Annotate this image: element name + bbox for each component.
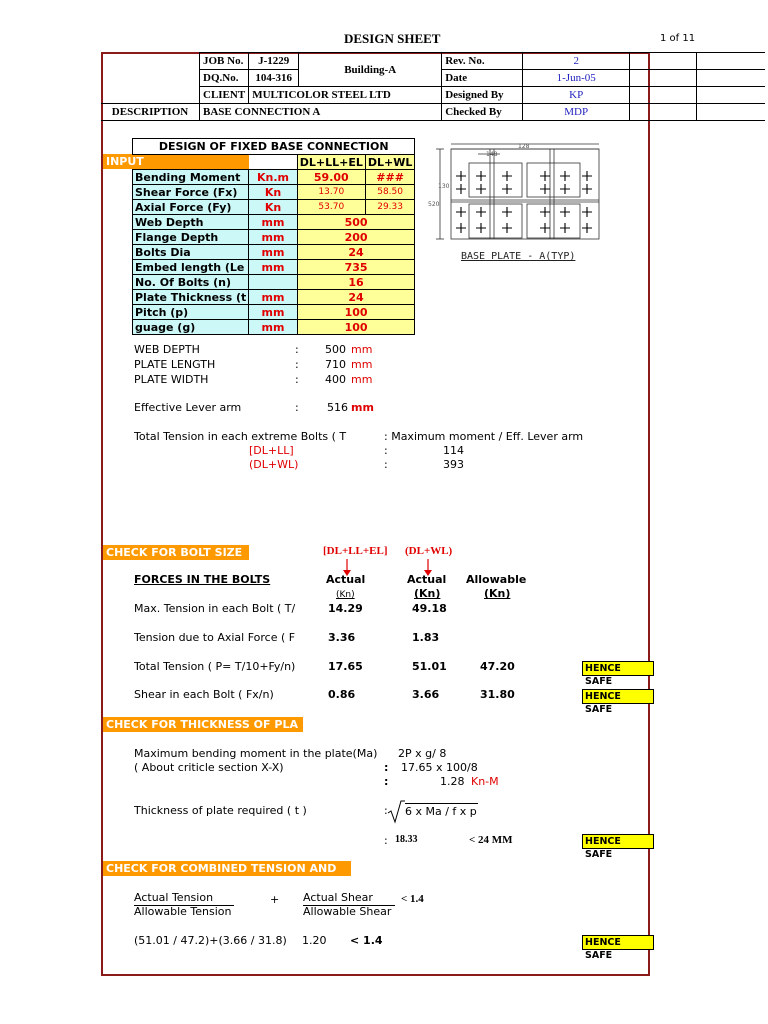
combined-num2: Actual Shear [303, 891, 373, 904]
bolt-allowable: 31.80 [480, 688, 515, 701]
combined-den1: Allowable Tension [134, 905, 232, 918]
bolt-actual-case1: 17.65 [328, 660, 363, 673]
input-value[interactable]: 200 [297, 230, 415, 245]
bolt-row-label: Max. Tension in each Bolt ( T/ [134, 602, 296, 615]
drawing-caption: BASE PLATE - A(TYP) [461, 251, 576, 262]
plate-mmt-label: Maximum bending moment in the plate(Ma) [134, 747, 378, 760]
input-param-unit: mm [249, 215, 298, 230]
dim-label: WEB DEPTH [134, 343, 200, 356]
date-value: 1-Jun-05 [523, 70, 630, 87]
input-param-unit: mm [249, 230, 298, 245]
bolt-actual-case1: 0.86 [328, 688, 356, 701]
dim-inner: 148 [486, 151, 498, 158]
input-value-case1[interactable]: 13.70 [297, 185, 365, 200]
forces-heading: FORCES IN THE BOLTS [134, 573, 271, 586]
bolt-allowable: 47.20 [480, 660, 515, 673]
input-value[interactable]: 100 [297, 305, 415, 320]
input-row [133, 260, 415, 275]
description-value: BASE CONNECTION A [200, 104, 442, 121]
dim-value: 400 [325, 373, 346, 386]
plate-check-bar: CHECK FOR THICKNESS OF PLA [103, 717, 303, 732]
header-blank [101, 53, 200, 104]
input-row [133, 170, 415, 185]
input-row [133, 245, 415, 260]
combined-plus: + [270, 893, 280, 906]
input-row [133, 230, 415, 245]
tension-case2-value: 393 [443, 458, 464, 471]
input-param-unit: mm [249, 290, 298, 305]
plate-result: 1.28 [440, 775, 465, 788]
bolt-status-badge: HENCE SAFE [582, 689, 654, 704]
combined-limit: < 1.4 [401, 893, 424, 905]
input-param-name: guage (g) [133, 320, 249, 335]
input-param-unit: Kn [249, 200, 298, 215]
input-row [133, 320, 415, 335]
input-param-name: No. Of Bolts (n) [133, 275, 249, 290]
combined-status-badge: HENCE SAFE [582, 935, 654, 950]
bolt-case1: [DL+LL+EL] [323, 545, 388, 557]
page-number: 1 of 11 [660, 33, 696, 44]
input-param-name: Bolts Dia [133, 245, 249, 260]
lever-label: Effective Lever arm [134, 401, 242, 414]
dim-unit: mm [351, 373, 373, 386]
actual-col2: Actual [407, 573, 447, 586]
input-value[interactable]: 500 [297, 215, 415, 230]
dq-value: 104-316 [249, 70, 299, 87]
combined-calc-value: 1.20 [302, 934, 327, 947]
checked-label: Checked By [442, 104, 523, 121]
plate-colon4: : [384, 834, 388, 847]
sqrt-icon [387, 800, 405, 824]
input-value[interactable]: 100 [297, 320, 415, 335]
bolt-status-badge: HENCE SAFE [582, 661, 654, 676]
input-param-unit: mm [249, 260, 298, 275]
tension-label: Total Tension in each extreme Bolts ( T [134, 430, 347, 443]
input-param-name: Web Depth [133, 215, 249, 230]
input-param-name: Pitch (p) [133, 305, 249, 320]
rev-label: Rev. No. [442, 53, 523, 70]
bolt-row-label: Total Tension ( P= T/10+Fy/n) [134, 660, 296, 673]
input-param-name: Embed length (Le [133, 260, 249, 275]
bolt-actual-case2: 49.18 [412, 602, 447, 615]
input-value-case2[interactable]: 29.33 [365, 200, 415, 215]
base-plate-drawing [428, 142, 602, 264]
input-param-unit: mm [249, 305, 298, 320]
input-value[interactable]: 24 [297, 290, 415, 305]
plate-colon1: : [384, 761, 389, 774]
bolt-case2: (DL+WL) [405, 545, 453, 557]
plate-thick-compare: < 24 MM [469, 834, 513, 846]
input-param-unit: mm [249, 320, 298, 335]
input-row [133, 305, 415, 320]
dim-label: PLATE LENGTH [134, 358, 216, 371]
designed-label: Designed By [442, 87, 523, 104]
input-param-name: Plate Thickness (t [133, 290, 249, 305]
input-param-unit: Kn.m [249, 170, 298, 185]
input-row [133, 290, 415, 305]
tension-colon2: : [384, 458, 388, 471]
lever-unit: mm [351, 401, 374, 414]
input-param-unit [249, 275, 298, 290]
input-value[interactable]: 24 [297, 245, 415, 260]
input-value-case2[interactable]: 58.50 [365, 185, 415, 200]
allowable-col: Allowable [466, 573, 527, 586]
plate-status-badge: HENCE SAFE [582, 834, 654, 849]
tension-formula: : Maximum moment / Eff. Lever arm [384, 430, 584, 443]
bolt-actual-case2: 51.01 [412, 660, 447, 673]
input-row [133, 215, 415, 230]
lever-value: 516 [327, 401, 348, 414]
rev-value: 2 [523, 53, 630, 70]
dim-value: 500 [325, 343, 346, 356]
dim-value: 710 [325, 358, 346, 371]
input-bar: INPUT [103, 154, 249, 169]
input-param-name: Flange Depth [133, 230, 249, 245]
combined-num1: Actual Tension [134, 891, 214, 904]
dim-left2: 520 [428, 201, 440, 208]
input-value[interactable]: 16 [297, 275, 415, 290]
dim-left1: 130 [438, 183, 450, 190]
col-dl-wl: DL+WL [365, 155, 415, 170]
bolt-check-bar: CHECK FOR BOLT SIZE [103, 545, 249, 560]
building: Building-A [299, 53, 442, 87]
bolt-row-label: Tension due to Axial Force ( F [134, 631, 296, 644]
client-value: MULTICOLOR STEEL LTD [249, 87, 442, 104]
combined-calc-limit: < 1.4 [350, 934, 383, 947]
description-label: DESCRIPTION [101, 104, 200, 121]
combined-check-bar: CHECK FOR COMBINED TENSION AND [103, 861, 351, 876]
actual-unit-col1: (Kn) [336, 590, 355, 600]
input-row [133, 185, 415, 200]
date-label: Date [442, 70, 523, 87]
actual-unit-col2: (Kn) [414, 587, 441, 600]
tension-colon1: : [384, 444, 388, 457]
col-dl-ll-el: DL+LL+EL [297, 155, 365, 170]
dim-colon: : [295, 343, 299, 356]
plate-thick-formula: 6 x Ma / f x p [405, 805, 477, 818]
tension-case2: (DL+WL) [249, 458, 299, 471]
combined-den2: Allowable Shear [303, 905, 392, 918]
dq-label: DQ.No. [200, 70, 249, 87]
bolt-actual-case2: 3.66 [412, 688, 440, 701]
input-value-case1[interactable]: 53.70 [297, 200, 365, 215]
input-value[interactable]: 735 [297, 260, 415, 275]
actual-col1: Actual [326, 573, 366, 586]
plate-colon3: : [384, 804, 388, 817]
input-param-name: Bending Moment [133, 170, 249, 185]
plate-thick-value: 18.33 [395, 834, 418, 845]
input-param-name: Axial Force (Fy) [133, 200, 249, 215]
dim-colon: : [295, 358, 299, 371]
combined-calc: (51.01 / 47.2)+(3.66 / 31.8) [134, 934, 287, 947]
bolt-actual-case1: 14.29 [328, 602, 363, 615]
bolt-actual-case1: 3.36 [328, 631, 356, 644]
plate-colon2: : [384, 775, 389, 788]
job-value: J-1229 [249, 53, 299, 70]
bolt-actual-case2: 1.83 [412, 631, 440, 644]
input-table [132, 138, 415, 335]
plate-result-unit: Kn-M [471, 775, 499, 788]
allowable-unit: (Kn) [484, 587, 511, 600]
designed-value: KP [523, 87, 630, 104]
dim-top: 128 [518, 143, 530, 150]
plate-thick-label: Thickness of plate required ( t ) [134, 804, 307, 817]
input-value-case1[interactable]: 59.00 [297, 170, 365, 185]
page-title: DESIGN SHEET [344, 31, 441, 46]
client-label: CLIENT [200, 87, 249, 104]
dim-unit: mm [351, 358, 373, 371]
input-row [133, 200, 415, 215]
dim-unit: mm [351, 343, 373, 356]
input-table-title: DESIGN OF FIXED BASE CONNECTION [133, 139, 415, 155]
bolt-row-label: Shear in each Bolt ( Fx/n) [134, 688, 274, 701]
plate-mmt-formula: 2P x g/ 8 [398, 747, 447, 760]
tension-case1: [DL+LL] [249, 444, 294, 457]
input-param-name: Shear Force (Fx) [133, 185, 249, 200]
plate-about: ( About criticle section X-X) [134, 761, 284, 774]
job-label: JOB No. [200, 53, 249, 70]
input-param-unit: Kn [249, 185, 298, 200]
tension-case1-value: 114 [443, 444, 464, 457]
dim-colon: : [295, 373, 299, 386]
input-row [133, 275, 415, 290]
dim-label: PLATE WIDTH [134, 373, 209, 386]
input-value-case2[interactable]: ### [365, 170, 415, 185]
header-table [101, 52, 765, 121]
plate-calc: 17.65 x 100/8 [401, 761, 478, 774]
lever-colon: : [295, 401, 299, 414]
checked-value: MDP [523, 104, 630, 121]
input-param-unit: mm [249, 245, 298, 260]
